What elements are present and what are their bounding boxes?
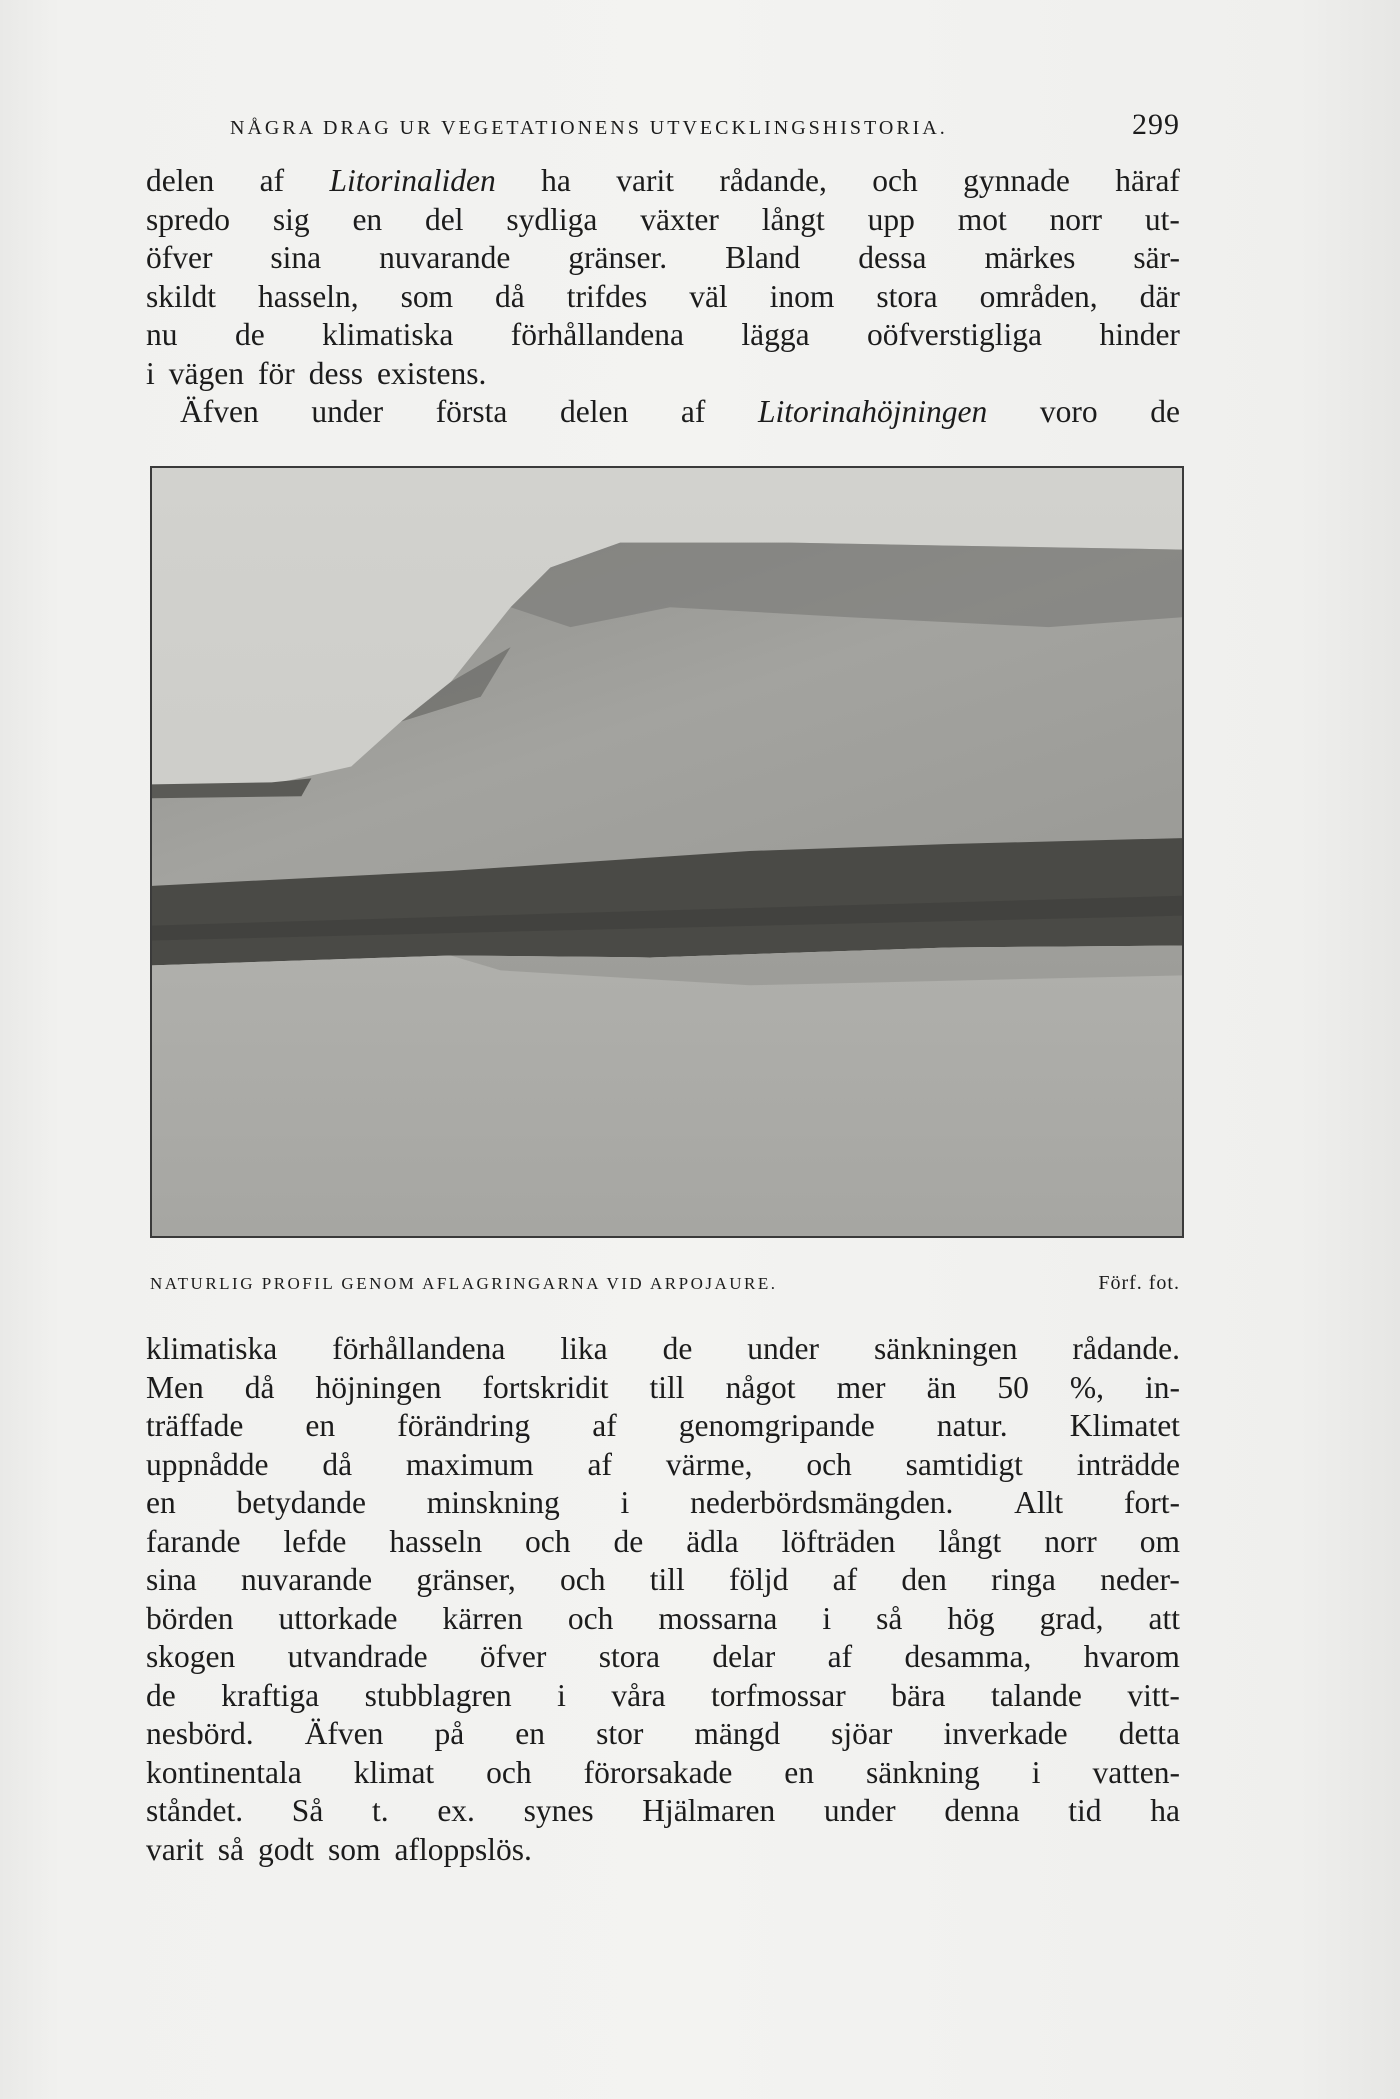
text-line: öfver sina nuvarande gränser. Bland dessa märkes sär- [146,240,1180,275]
paragraph-1 [146,162,1180,432]
text-line: de kraftiga stubblagren i våra torfmossar bära talande vitt- [146,1677,1180,1713]
text-line: träffade en förändring af genomgripande natur. Klimatet [146,1408,1180,1443]
text-word: delen [146,163,215,198]
text-line: klimatiska förhållandena lika de under sänkningen rådande. [146,1331,1180,1366]
running-title: NÅGRA DRAG UR VEGETATIONENS UTVECKLINGSHISTORIA. [230,117,948,139]
caption-text: NATURLIG PROFIL GENOM AFLAGRINGARNA VID ARPOJAURE. [150,1274,778,1293]
text-word: af [259,163,285,198]
text-word: varit [616,163,674,198]
text-line: skogen utvandrade öfver stora delar af desamma, hvarom [146,1639,1180,1674]
text-line: Äfven under första delen af Litorinahöjningen voro de [146,393,1180,432]
photo-image [152,468,1182,1236]
text-line: kontinentala klimat och förorsakade en sänkning i vatten- [146,1754,1180,1790]
text-word: rådande, [719,163,827,198]
text-line: börden uttorkade kärren och mossarna i så hög grad, att [146,1600,1180,1636]
text-line: Men då höjningen fortskridit till något mer än 50 %, in- [146,1369,1180,1405]
text-line: ståndet. Så t. ex. synes Hjälmaren under denna tid ha [146,1793,1180,1828]
text-line: farande lefde hasseln och de ädla löfträden långt norr om [146,1523,1180,1559]
italic-term: Litorinahöjningen [757,394,988,429]
text-line: varit så godt som afloppslös. [146,1831,532,1867]
landscape-photograph [150,466,1184,1238]
figure-caption [150,1272,1180,1295]
photo-credit: Förf. fot. [1098,1272,1180,1294]
text-line: en betydande minskning i nederbördsmängden. Allt fort- [146,1485,1180,1520]
text-line: nu de klimatiska förhållandena lägga oöfverstigliga hinder [146,317,1180,352]
running-header [230,108,1180,142]
paragraph-2 [146,1330,1180,1869]
text-line: skildt hasseln, som då trifdes väl inom stora områden, där [146,278,1180,314]
text-line [146,162,1180,201]
italic-term: Litorinaliden [329,163,496,198]
text-word: ha [541,163,571,198]
text-line: i vägen för dess existens. [146,355,487,391]
page-number: 299 [1132,108,1180,141]
text-line: nesbörd. Äfven på en stor mängd sjöar inverkade detta [146,1716,1180,1751]
text-line: spredo sig en del sydliga växter långt upp mot norr ut- [146,201,1180,237]
text-word: gynnade [963,163,1070,198]
text-word: häraf [1115,163,1180,198]
text-line: uppnådde då maximum af värme, och samtidigt inträdde [146,1446,1180,1482]
text-word: och [872,163,918,198]
text-line: sina nuvarande gränser, och till följd af den ringa neder- [146,1562,1180,1597]
